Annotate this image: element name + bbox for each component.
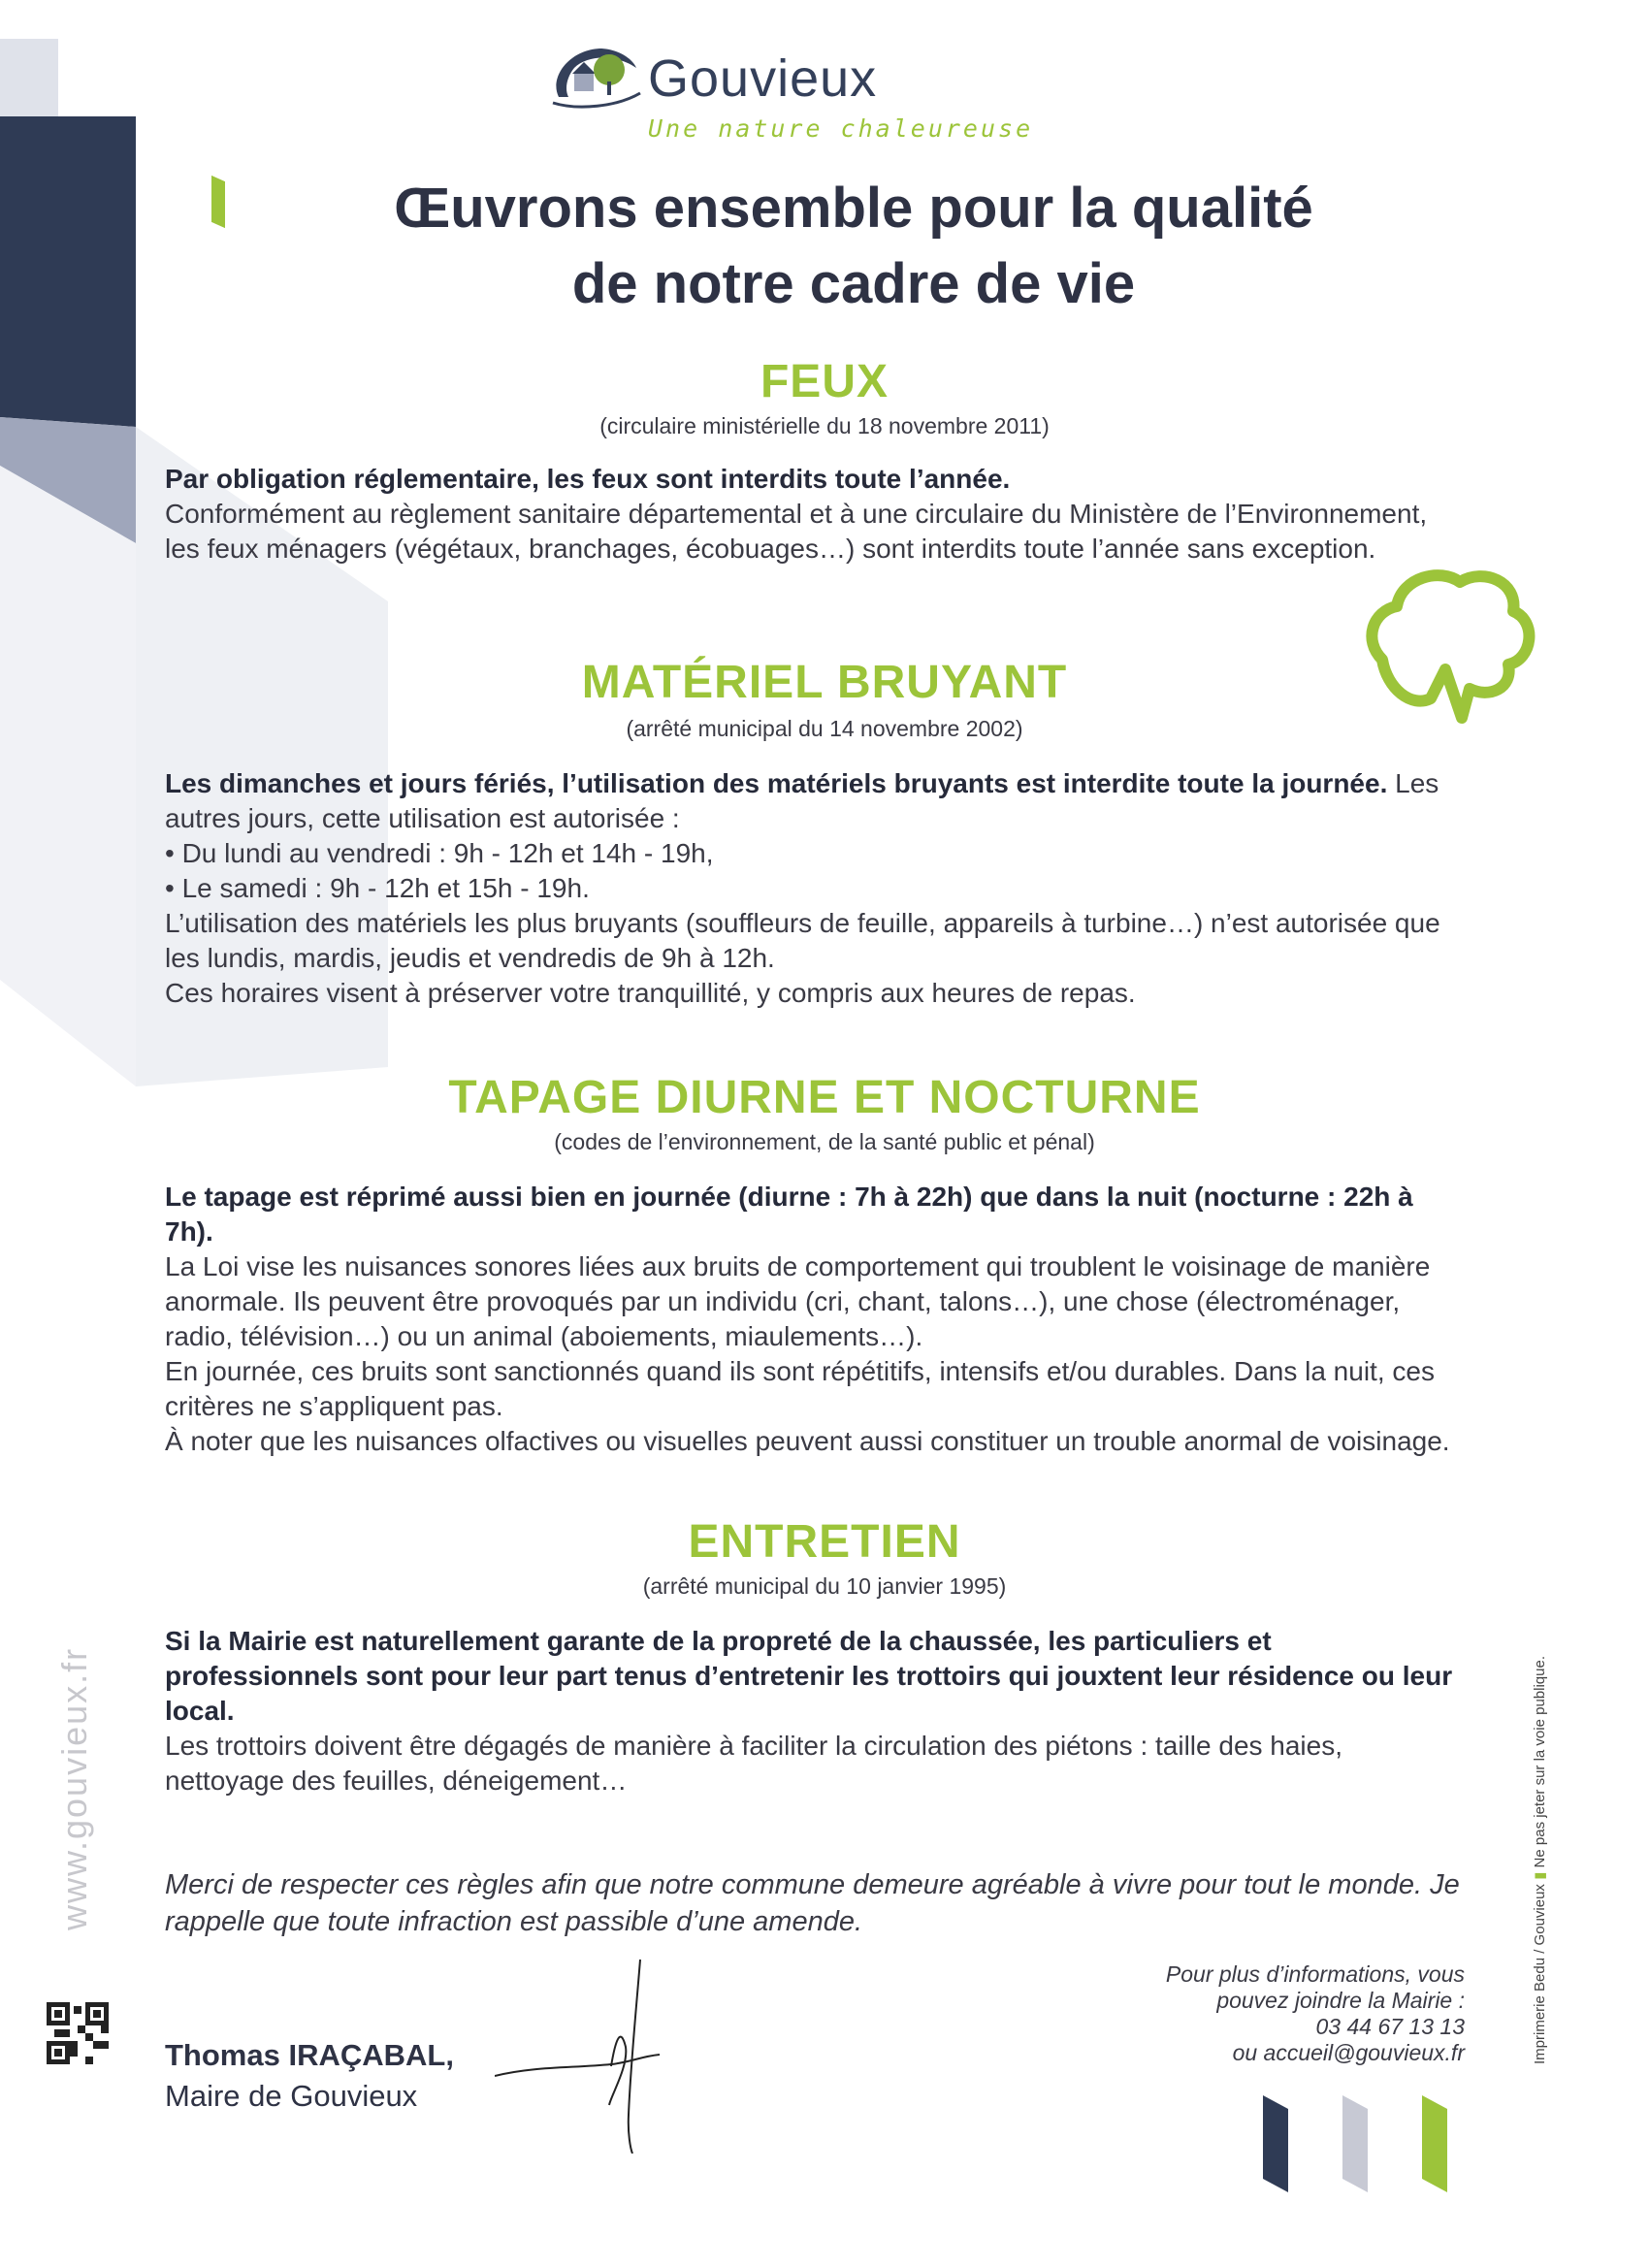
contact-line-2: pouvez joindre la Mairie : [1216, 1988, 1465, 2013]
signatory-block [165, 2035, 454, 2117]
title-line-2: de notre cadre de vie [571, 252, 1136, 315]
section-heading-entretien: ENTRETIEN [688, 1516, 961, 1568]
brand-name: Gouvieux [648, 49, 878, 108]
side-website-url[interactable]: www.gouvieux.fr [54, 1646, 94, 1930]
entretien-lead: Si la Mairie est naturellement garante de la propreté de la chaussée, les particuliers et professionnels sont pour leur part tenus d’entretenir les trottoirs qui jouxtent leur résidence ou leur local. [165, 1626, 1453, 1726]
section-heading-tapage: TAPAGE DIURNE ET NOCTURNE [448, 1072, 1201, 1123]
brand-stripe-marks [1255, 2095, 1478, 2192]
tagline: Une nature chaleureuse [648, 114, 1034, 143]
materiel-text-2: Ces horaires visent à préserver votre tranquillité, y compris aux heures de repas. [165, 978, 1136, 1008]
tapage-lead: Le tapage est réprimé aussi bien en journée (diurne : 7h à 22h) que dans la nuit (nocturne : 22h à 7h). [165, 1182, 1413, 1247]
contact-email[interactable]: ou accueil@gouvieux.fr [1232, 2040, 1465, 2065]
no-littering-notice: Ne pas jeter sur la voie publique. [1532, 1655, 1548, 1868]
materiel-lead-rest: Les autres jours, cette utilisation est autorisée : [165, 768, 1439, 833]
section-body-feux [165, 462, 1455, 567]
signatory-role: Maire de Gouvieux [165, 2079, 418, 2113]
materiel-text: L’utilisation des matériels les plus bruyants (souffleurs de feuille, appareils à turbine…) n’est autorisée que les lundis, mardis, jeudis et vendredis de 9h à 12h. [165, 908, 1440, 973]
section-reference-materiel: (arrêté municipal du 14 novembre 2002) [626, 716, 1023, 741]
contact-line-1: Pour plus d’informations, vous [1165, 1961, 1465, 1987]
printer-name: Imprimerie Bedu [1532, 1957, 1548, 2064]
closing-message: Merci de respecter ces règles afin que notre commune demeure agréable à vivre pour tout le monde. Je rappelle que toute infraction est passible d’une amende. [165, 1869, 1460, 1937]
materiel-lead [165, 766, 1455, 836]
section-body-tapage [165, 1180, 1455, 1459]
section-body-entretien [165, 1624, 1455, 1798]
materiel-bullet-weekdays: • Du lundi au vendredi : 9h - 12h et 14h - 19h, [165, 838, 714, 868]
printer-city: Gouvieux [1532, 1884, 1548, 1946]
tapage-text-2: En journée, ces bruits sont sanctionnés quand ils sont répétitifs, intensifs et/ou durables. Dans la nuit, ces critères ne s’appliquent pas. [165, 1356, 1435, 1421]
section-heading-feux: FEUX [760, 356, 889, 407]
signatory-name: Thomas IRAÇABAL, [165, 2038, 454, 2072]
section-heading-materiel: MATÉRIEL BRUYANT [581, 657, 1068, 708]
section-reference-tapage: (codes de l’environnement, de la santé public et pénal) [554, 1129, 1095, 1154]
qr-code-icon[interactable] [47, 2002, 109, 2064]
materiel-lead-bold: Les dimanches et jours fériés, l’utilisation des matériels bruyants est interdite toute la journée. [165, 768, 1388, 798]
page-title [223, 171, 1484, 322]
feux-lead: Par obligation réglementaire, les feux sont interdits toute l’année. [165, 464, 1011, 494]
contact-phone[interactable]: 03 44 67 13 13 [1315, 2014, 1465, 2039]
entretien-text: Les trottoirs doivent être dégagés de manière à faciliter la circulation des piétons : taille des haies, nettoyage des feuilles, déneigement… [165, 1731, 1343, 1796]
tapage-text-3: À noter que les nuisances olfactives ou visuelles peuvent aussi constituer un trouble anormal de voisinage. [165, 1426, 1450, 1456]
title-line-1: Œuvrons ensemble pour la qualité [394, 177, 1313, 240]
section-reference-feux: (circulaire ministérielle du 18 novembre 2011) [599, 413, 1050, 438]
section-body-materiel [165, 766, 1455, 1011]
village-tree-logo-icon [539, 39, 646, 113]
feux-text: Conformément au règlement sanitaire départemental et à une circulaire du Ministère de l’Environnement, les feux ménagers (végétaux, branchages, écobuages…) sont interdits toute l’année sans exception. [165, 499, 1428, 564]
contact-info [1067, 1961, 1465, 2066]
section-reference-entretien: (arrêté municipal du 10 janvier 1995) [642, 1573, 1007, 1599]
handwritten-signature [495, 1960, 689, 2154]
side-printer-notice: Imprimerie Bedu / Gouvieux ▮ Ne pas jeter sur la voie publique. [1532, 1655, 1548, 2064]
materiel-bullet-saturday: • Le samedi : 9h - 12h et 15h - 19h. [165, 873, 590, 903]
tapage-text: La Loi vise les nuisances sonores liées aux bruits de comportement qui troublent le voisinage de manière anormale. Ils peuvent être provoqués par un individu (cri, chant, talons…), une chose (électroménager, radio, télévision…) ou un animal (aboiements, miaulements…). [165, 1251, 1431, 1351]
